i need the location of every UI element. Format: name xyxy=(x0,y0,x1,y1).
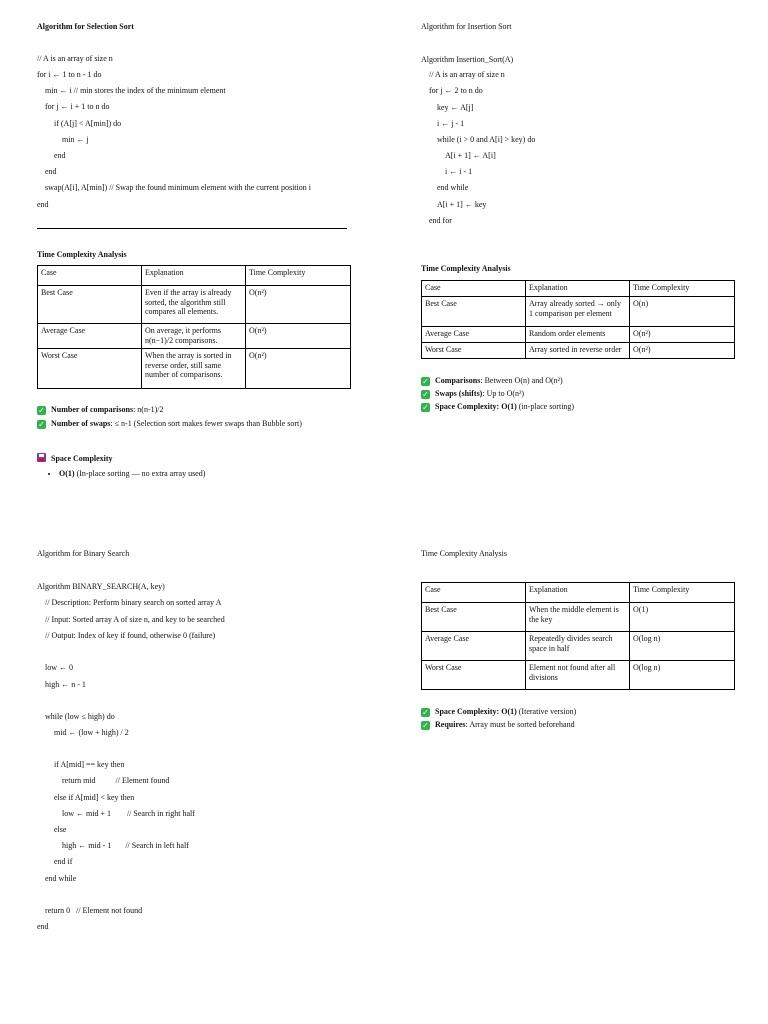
note-text: : Array must be sorted beforehand xyxy=(465,720,575,729)
table-cell: Best Case xyxy=(422,603,526,632)
table-cell: Repeatedly divides search space in half xyxy=(526,632,630,661)
table-cell: On average, it performs n(n−1)/2 comparisons. xyxy=(142,324,246,349)
table-row xyxy=(38,324,351,349)
table-cell: O(log n) xyxy=(630,632,735,661)
header-cell: Explanation xyxy=(526,281,630,297)
insertion-note-space xyxy=(421,402,574,412)
header-cell: Case xyxy=(422,281,526,297)
check-icon: ✓ xyxy=(422,708,429,717)
table-cell: O(n²) xyxy=(246,324,351,349)
note-text: : Up to O(n²) xyxy=(482,389,525,398)
note-text: : n(n-1)/2 xyxy=(133,405,164,414)
table-header-row xyxy=(422,281,735,297)
code-line: // A is an array of size n xyxy=(37,54,113,63)
code-line: mid ← (low + high) / 2 xyxy=(54,728,129,737)
header-cell: Time Complexity xyxy=(630,583,735,603)
code-line: i ← j - 1 xyxy=(437,119,465,128)
check-icon: ✓ xyxy=(422,377,429,386)
code-line: low ← 0 xyxy=(45,663,73,672)
code-line: // Output: Index of key if found, otherwise 0 (failure) xyxy=(45,631,216,640)
table-cell: Array sorted in reverse order xyxy=(526,343,630,359)
table-cell: Random order elements xyxy=(526,327,630,343)
table-cell: When the array is sorted in reverse order, still same number of comparisons. xyxy=(142,349,246,389)
insertion-title: Algorithm for Insertion Sort xyxy=(421,22,512,31)
check-icon: ✓ xyxy=(38,406,45,415)
code-line: return 0 // Element not found xyxy=(45,906,143,915)
code-line: else if A[mid] < key then xyxy=(54,793,135,802)
list-item xyxy=(59,469,205,479)
code-line: Algorithm BINARY_SEARCH(A, key) xyxy=(37,582,165,591)
code-line: // A is an array of size n xyxy=(429,70,505,79)
code-line: Algorithm Insertion_Sort(A) xyxy=(421,55,514,64)
insertion-tc-heading: Time Complexity Analysis xyxy=(421,264,511,273)
header-cell: Explanation xyxy=(142,266,246,286)
table-cell: O(n²) xyxy=(246,286,351,324)
table-cell: Worst Case xyxy=(422,343,526,359)
header-cell: Explanation xyxy=(526,583,630,603)
note-text: : ≤ n-1 (Selection sort makes fewer swaps than Bubble sort) xyxy=(110,419,302,428)
code-line: end while xyxy=(45,874,77,883)
table-cell: O(n²) xyxy=(246,349,351,389)
table-cell: When the middle element is the key xyxy=(526,603,630,632)
table-row xyxy=(422,343,735,359)
table-cell: Average Case xyxy=(422,632,526,661)
table-cell: Average Case xyxy=(38,324,142,349)
table-row xyxy=(422,632,735,661)
code-line: min ← i // min stores the index of the minimum element xyxy=(45,86,226,95)
header-cell: Time Complexity xyxy=(630,281,735,297)
binary-title: Algorithm for Binary Search xyxy=(37,549,130,558)
code-line: while (low ≤ high) do xyxy=(45,712,115,721)
note-label: Space Complexity: O(1) xyxy=(435,402,517,411)
code-line: end xyxy=(37,922,49,931)
table-cell: O(log n) xyxy=(630,661,735,690)
note-label: Number of comparisons xyxy=(51,405,134,414)
code-line: if (A[j] < A[min]) do xyxy=(54,119,122,128)
binary-complexity-table xyxy=(421,582,735,690)
table-header-row xyxy=(422,583,735,603)
table-header-row xyxy=(38,266,351,286)
code-line: end xyxy=(54,151,66,160)
code-line: for j ← i + 1 to n do xyxy=(45,102,110,111)
insertion-complexity-table xyxy=(421,280,735,359)
code-line: low ← mid + 1 // Search in right half xyxy=(62,809,195,818)
selection-space-heading xyxy=(37,453,113,464)
selection-title: Algorithm for Selection Sort xyxy=(37,22,134,31)
selection-complexity-table xyxy=(37,265,351,389)
note-text: (Iterative version) xyxy=(516,707,577,716)
code-line: swap(A[i], A[min]) // Swap the found minimum element with the current position i xyxy=(45,183,311,192)
code-line: else xyxy=(54,825,67,834)
insertion-note-swaps xyxy=(421,389,524,399)
code-line: return mid // Element found xyxy=(62,776,170,785)
code-line: end for xyxy=(429,216,452,225)
selection-tc-heading: Time Complexity Analysis xyxy=(37,250,127,259)
code-line: // Input: Sorted array A of size n, and key to be searched xyxy=(45,615,225,624)
check-icon: ✓ xyxy=(422,403,429,412)
table-row xyxy=(422,603,735,632)
code-line: key ← A[j] xyxy=(437,103,474,112)
code-line: high ← mid - 1 // Search in left half xyxy=(62,841,189,850)
table-row xyxy=(38,349,351,389)
table-row xyxy=(38,286,351,324)
insertion-note-comparisons xyxy=(421,376,563,386)
table-cell: Best Case xyxy=(38,286,142,324)
code-line: end xyxy=(45,167,57,176)
floppy-disk-icon xyxy=(37,453,46,462)
binary-tc-heading: Time Complexity Analysis xyxy=(421,549,507,558)
code-line: for i ← 1 to n - 1 do xyxy=(37,70,102,79)
header-cell: Case xyxy=(422,583,526,603)
note-label: Space Complexity: O(1) xyxy=(435,707,517,716)
table-cell: O(n²) xyxy=(630,343,735,359)
table-cell: O(1) xyxy=(630,603,735,632)
selection-note-comparisons xyxy=(37,405,164,415)
table-cell: Worst Case xyxy=(38,349,142,389)
code-line: i ← i - 1 xyxy=(445,167,473,176)
note-label: Requires xyxy=(435,720,466,729)
space-bullet-list xyxy=(45,469,205,479)
table-row xyxy=(422,297,735,327)
code-line: min ← j xyxy=(62,135,89,144)
table-cell: Average Case xyxy=(422,327,526,343)
code-line: end xyxy=(37,200,49,209)
space-heading-text: Space Complexity xyxy=(51,454,113,463)
binary-note-space xyxy=(421,707,576,717)
code-line: // Description: Perform binary search on sorted array A xyxy=(45,598,222,607)
table-cell: Array already sorted → only 1 comparison per element xyxy=(526,297,630,327)
note-text: (in-place sorting) xyxy=(516,402,575,411)
code-line: if A[mid] == key then xyxy=(54,760,125,769)
binary-note-requires xyxy=(421,720,575,730)
note-text: : Between O(n) and O(n²) xyxy=(480,376,563,385)
table-cell: O(n) xyxy=(630,297,735,327)
code-line: A[i + 1] ← A[i] xyxy=(445,151,496,160)
table-cell: Best Case xyxy=(422,297,526,327)
table-row xyxy=(422,661,735,690)
table-row xyxy=(422,327,735,343)
bullet-bold: O(1) xyxy=(59,469,75,478)
section-divider xyxy=(37,228,347,229)
check-icon: ✓ xyxy=(38,420,45,429)
code-line: A[i + 1] ← key xyxy=(437,200,487,209)
bullet-text: (In-place sorting — no extra array used) xyxy=(74,469,206,478)
code-line: for j ← 2 to n do xyxy=(429,86,483,95)
code-line: end while xyxy=(437,183,469,192)
table-cell: Element not found after all divisions xyxy=(526,661,630,690)
selection-note-swaps xyxy=(37,419,302,429)
code-line: high ← n - 1 xyxy=(45,680,86,689)
note-label: Swaps (shifts) xyxy=(435,389,483,398)
table-cell: Even if the array is already sorted, the algorithm still compares all elements. xyxy=(142,286,246,324)
check-icon: ✓ xyxy=(422,390,429,399)
table-cell: O(n²) xyxy=(630,327,735,343)
code-line: end if xyxy=(54,857,73,866)
header-cell: Time Complexity xyxy=(246,266,351,286)
table-cell: Worst Case xyxy=(422,661,526,690)
header-cell: Case xyxy=(38,266,142,286)
note-label: Comparisons xyxy=(435,376,481,385)
note-label: Number of swaps xyxy=(51,419,111,428)
code-line: while (i > 0 and A[i] > key) do xyxy=(437,135,536,144)
check-icon: ✓ xyxy=(422,721,429,730)
